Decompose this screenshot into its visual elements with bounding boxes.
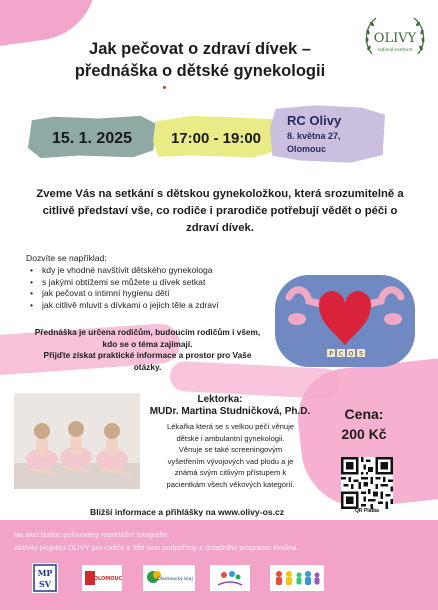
list-item: • s jakými obtížemi se můžete u dívek setkat — [30, 277, 219, 289]
intro-text: Zveme Vás na setkání s dětskou gynekoložkou, která srozumitelně a citlivě představí vše, co rodiče i prarodiče potřebují vědět o péči o zdraví dívek. — [36, 188, 404, 234]
tile-letter: O — [348, 350, 354, 358]
title-line-1: Jak pečovat o zdraví dívek – — [89, 40, 311, 58]
olomouc-city-logo — [82, 565, 122, 591]
tile-letter: S — [359, 350, 363, 358]
qr-label: QR Platba — [355, 508, 379, 514]
event-place-city: Olomouc — [287, 144, 327, 154]
more-info-link[interactable]: Bližší informace a přihlášky na www.olivy-os.cz — [90, 507, 285, 517]
audience-line: otázky. — [133, 361, 162, 372]
olivy-logo — [360, 10, 430, 70]
ballet-girls-photo — [14, 393, 140, 489]
tile-letter: P — [329, 350, 333, 358]
family-program-logo — [210, 565, 250, 591]
list-item: • jak citlivě mluvit s dívkami o jejich těle a zdraví — [30, 300, 219, 312]
heart-shape — [319, 291, 371, 345]
price-value: 200 Kč — [341, 426, 387, 442]
list-item: • kdy je vhodné navštívit dětského gynekologa — [30, 265, 219, 277]
topics-heading: Dozvíte se například: — [26, 253, 107, 263]
mpsv-logo — [32, 563, 58, 593]
lecturer-name: MUDr. Martina Studničková, Ph.D. — [149, 406, 311, 417]
description-line: dětské i ambulantní gynekologii. — [176, 433, 285, 443]
price-label: Cena: — [344, 406, 384, 422]
audience-note — [20, 327, 275, 373]
logo-name: OLIVY — [373, 31, 417, 46]
lecturer-label: Lektorka: — [197, 394, 243, 405]
page-title — [40, 38, 360, 82]
audience-line: Přednáška je určena rodičům, budoucím rodičům i všem, — [34, 327, 261, 337]
uterus-heart-illustration — [275, 275, 415, 367]
description-line: Lékařka která se s velkou péčí věnuje — [166, 422, 295, 431]
tile-letter: C — [338, 350, 344, 358]
description-line: pacientkám všech věkových kategorií. — [166, 479, 295, 489]
svg-text:MP: MP — [37, 568, 53, 578]
event-time: 17:00 - 19:00 — [170, 130, 262, 147]
description-line: vyšetřením vývojových vad plodu a je — [167, 456, 294, 466]
event-place-street: 8. května 27, — [287, 131, 341, 141]
families-logo — [270, 565, 324, 591]
event-date: 15. 1. 2025 — [51, 130, 133, 147]
qr-code[interactable] — [341, 457, 393, 509]
kraj-logo-text: Olomoucký kraj — [157, 577, 193, 582]
red-dot-decoration — [163, 86, 166, 89]
description-line: Věnuje se také screeningovým — [178, 445, 283, 455]
audience-line: kdo se o téma zajímají. — [102, 338, 193, 349]
audience-line: Přijďte získat praktické informace a prostor pro Vaše — [43, 350, 252, 360]
description-line: známá svým citlivým přístupem k — [174, 468, 287, 478]
lecturer-description — [138, 421, 323, 491]
olomoucky-kraj-logo — [143, 565, 195, 591]
title-line-2: přednáška o dětské gynekologii — [74, 62, 326, 80]
olomouc-logo-text: OLOMOUC — [93, 576, 122, 582]
list-item: • jak pečovat o intimní hygienu dětí — [30, 288, 219, 300]
footer-funding-note: Aktivity projektu OLIVY pro rodiče a děti jsou podpořeny z dotačního programu Rodina. — [14, 543, 299, 552]
logo-subtitle: rodinné centrum — [377, 47, 413, 52]
topics-list — [30, 265, 219, 312]
svg-text:SV: SV — [39, 579, 51, 589]
footer-photo-note: Na akci budou pořizovány reportážní fotografie. — [14, 530, 170, 539]
event-place-name: RC Olivy — [287, 113, 342, 128]
